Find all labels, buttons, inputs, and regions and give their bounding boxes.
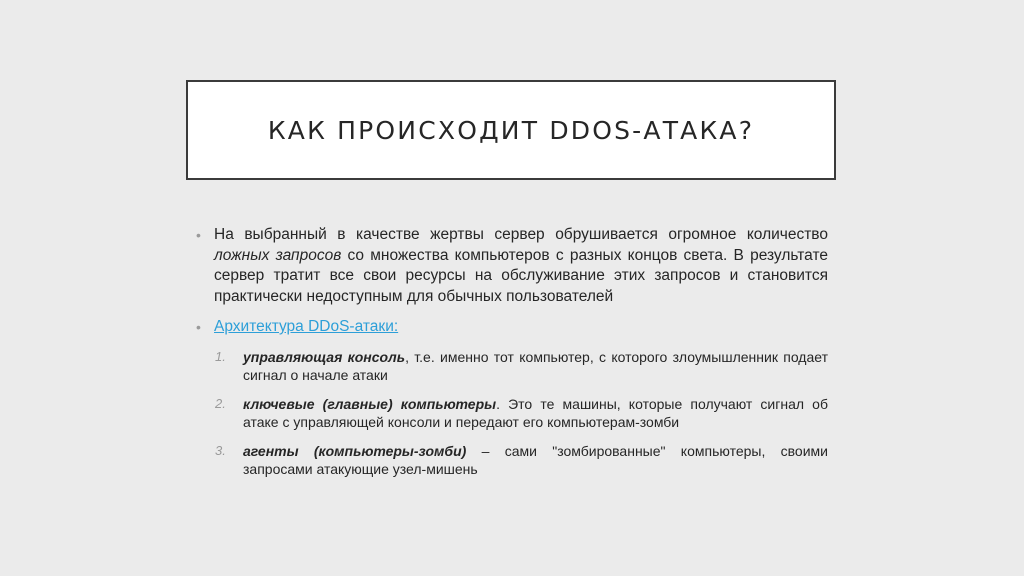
item-term: агенты (компьютеры-зомби) bbox=[243, 442, 467, 459]
architecture-list bbox=[196, 348, 828, 479]
bullet-text-end: со множества компьютеров с разных концов света. В результате сервер тратит все свои ресурсы на обслуживание этих запросов и становится практически недоступным для обычных пользователей bbox=[214, 246, 828, 305]
bullet-marker: • bbox=[196, 319, 201, 335]
item-text: – сами "зомбированные" компьютеры, своими запросами атакующие узел-мишень bbox=[243, 442, 828, 477]
list-item bbox=[196, 395, 828, 432]
item-number: 1. bbox=[215, 348, 226, 364]
item-term: управляющая консоль bbox=[243, 348, 406, 365]
list-item bbox=[196, 442, 828, 479]
title-box bbox=[186, 80, 836, 180]
item-text: . Это те машины, которые получают сигнал об атаке с управляющей консоли и передают его компьютерам-зомби bbox=[243, 395, 828, 430]
architecture-link[interactable]: Архитектура DDoS-атаки: bbox=[214, 318, 399, 335]
item-number: 2. bbox=[215, 395, 226, 411]
list-item bbox=[196, 348, 828, 385]
bullet-marker: • bbox=[196, 227, 201, 243]
slide-title: КАК ПРОИСХОДИТ DDOS-АТАКА? bbox=[267, 115, 755, 145]
slide-body bbox=[196, 225, 828, 489]
bullet-text-start: На выбранный в качестве жертвы сервер обрушивается огромное количество bbox=[214, 226, 828, 243]
bullet-emphasis: ложных запросов bbox=[214, 246, 342, 264]
item-number: 3. bbox=[215, 442, 226, 458]
bullet-description bbox=[196, 225, 828, 307]
bullet-architecture bbox=[196, 317, 828, 338]
item-term: ключевые (главные) компьютеры bbox=[243, 395, 497, 412]
item-text: , т.е. именно тот компьютер, с которого злоумышленник подает сигнал о начале атаки bbox=[243, 348, 828, 383]
